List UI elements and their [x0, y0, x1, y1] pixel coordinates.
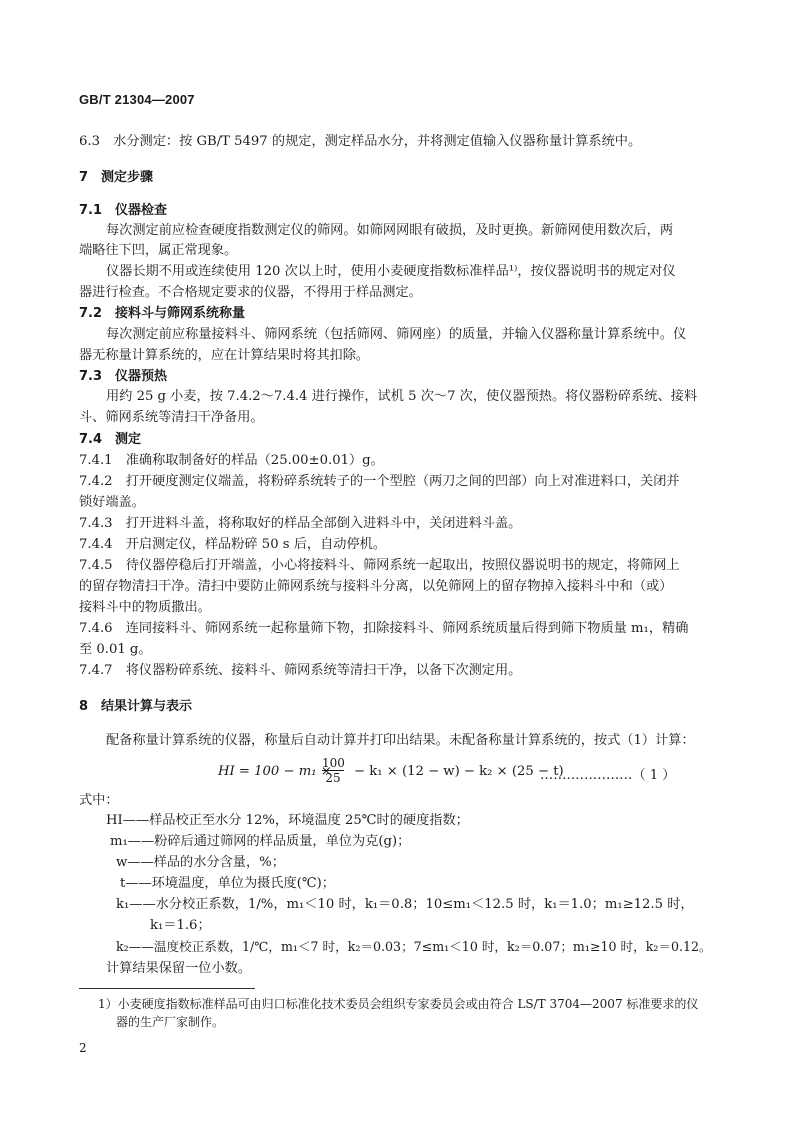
item-7-4-1: 7.4.1 准确称取制备好的样品（25.00±0.01）g。	[79, 453, 384, 468]
definition-t: t——环境温度，单位为摄氏度(℃)；	[120, 876, 335, 891]
where-label: 式中：	[79, 793, 119, 808]
definition-w: w——样品的水分含量，%；	[116, 855, 285, 870]
formula-fraction-numerator: 100	[322, 756, 345, 770]
item-7-4-2-line1: 7.4.2 打开硬度测定仪端盖，将粉碎系统转子的一个型腔（两刀之间的凹部）向上对准进料口，关闭并	[79, 474, 680, 489]
section-8-intro: 配备称量计算系统的仪器，称量后自动计算并打印出结果。未配备称量计算系统的，按式（1）计算：	[106, 733, 695, 748]
hardness-index-formula	[200, 756, 710, 790]
section-7-4-heading: 7.4 测定	[79, 432, 142, 447]
formula-rhs: − k₁ × (12 − w) − k₂ × (25 − t)	[354, 764, 564, 779]
section-8-heading: 8 结果计算与表示	[79, 699, 193, 714]
section-7-3-heading: 7.3 仪器预热	[79, 369, 168, 384]
result-precision-note: 计算结果保留一位小数。	[106, 961, 252, 976]
footnote-line2: 器的生产厂家制作。	[116, 1015, 225, 1029]
section-7-1-para2-line1: 仪器长期不用或连续使用 120 次以上时，使用小麦硬度指数标准样品¹⁾，按仪器说明书的规定对仪	[106, 264, 676, 279]
section-7-1-heading: 7.1 仪器检查	[79, 203, 168, 218]
formula-fraction	[322, 756, 344, 785]
section-7-2-line2: 器无称量计算系统的，应在计算结果时将其扣除。	[79, 348, 370, 363]
definition-hi: HI——样品校正至水分 12%，环境温度 25℃时的硬度指数；	[106, 813, 469, 828]
item-7-4-6-line2: 至 0.01 g。	[79, 642, 152, 657]
section-7-1-para1-line1: 每次测定前应检查硬度指数测定仪的筛网。如筛网网眼有破损，及时更换。新筛网使用数次后，两	[106, 223, 674, 238]
section-7-1-para2-line2: 器进行检查。不合格规定要求的仪器，不得用于样品测定。	[79, 285, 422, 300]
item-7-4-7: 7.4.7 将仪器粉碎系统、接料斗、筛网系统等清扫干净，以备下次测定用。	[79, 663, 522, 678]
item-7-4-3: 7.4.3 打开进料斗盖，将称取好的样品全部倒入进料斗中，关闭进料斗盖。	[79, 516, 522, 531]
standard-code: GB/T 21304—2007	[79, 92, 195, 107]
definition-k1-line1: k₁——水分校正系数，1/%，m₁＜10 时，k₁＝0.8；10≤m₁＜12.5 时，k₁＝1.0；m₁≥12.5 时，	[116, 897, 694, 912]
item-7-4-2-line2: 锁好端盖。	[79, 495, 145, 510]
item-7-4-5-line3: 接料斗中的物质撒出。	[79, 600, 211, 615]
definition-k1-line2: k₁＝1.6；	[150, 918, 211, 933]
definition-k2: k₂——温度校正系数，1/℃，m₁＜7 时，k₂＝0.03；7≤m₁＜10 时，k₂＝0.07；m₁≥10 时，k₂＝0.12。	[116, 939, 712, 954]
formula-fraction-denominator: 25	[325, 771, 341, 785]
section-7-1-para1-line2: 端略往下凹，属正常现象。	[79, 243, 238, 258]
section-7-2-line1: 每次测定前应称量接料斗、筛网系统（包括筛网、筛网座）的质量，并输入仪器称量计算系统中。仪	[106, 327, 687, 342]
item-7-4-4: 7.4.4 开启测定仪，样品粉碎 50 s 后，自动停机。	[79, 537, 387, 552]
item-7-4-6-line1: 7.4.6 连同接料斗、筛网系统一起称量筛下物，扣除接料斗、筛网系统质量后得到筛下物质量 m₁，精确	[79, 621, 689, 636]
formula-lhs: HI = 100 − m₁ ×	[218, 764, 332, 779]
footnote-divider	[79, 988, 255, 989]
section-7-heading: 7 测定步骤	[79, 170, 154, 185]
formula-equation-number: …………………（ 1 ）	[540, 768, 676, 783]
definition-m1: m₁——粉碎后通过筛网的样品质量，单位为克(g)；	[110, 834, 411, 849]
section-7-3-line1: 用约 25 g 小麦，按 7.4.2～7.4.4 进行操作，试机 5 次～7 次，使仪器预热。将仪器粉碎系统、接料	[106, 389, 698, 404]
section-7-2-heading: 7.2 接料斗与筛网系统称量	[79, 306, 246, 321]
section-7-3-line2: 斗、筛网系统等清扫干净备用。	[79, 410, 264, 425]
page-number: 2	[79, 1041, 87, 1055]
footnote-line1: 1）小麦硬度指数标准样品可由归口标准化技术委员会组织专家委员会或由符合 LS/T 3704—2007 标准要求的仪	[98, 997, 699, 1011]
item-7-4-5-line1: 7.4.5 待仪器停稳后打开端盖，小心将接料斗、筛网系统一起取出，按照仪器说明书的规定，将筛网上	[79, 558, 680, 573]
section-6-3-water-measurement: 6.3 水分测定：按 GB/T 5497 的规定，测定样品水分，并将测定值输入仪器称量计算系统中。	[79, 134, 642, 149]
item-7-4-5-line2: 的留存物清扫干净。清扫中要防止筛网系统与接料斗分离，以免筛网上的留存物掉入接料斗中和（或）	[79, 579, 673, 594]
